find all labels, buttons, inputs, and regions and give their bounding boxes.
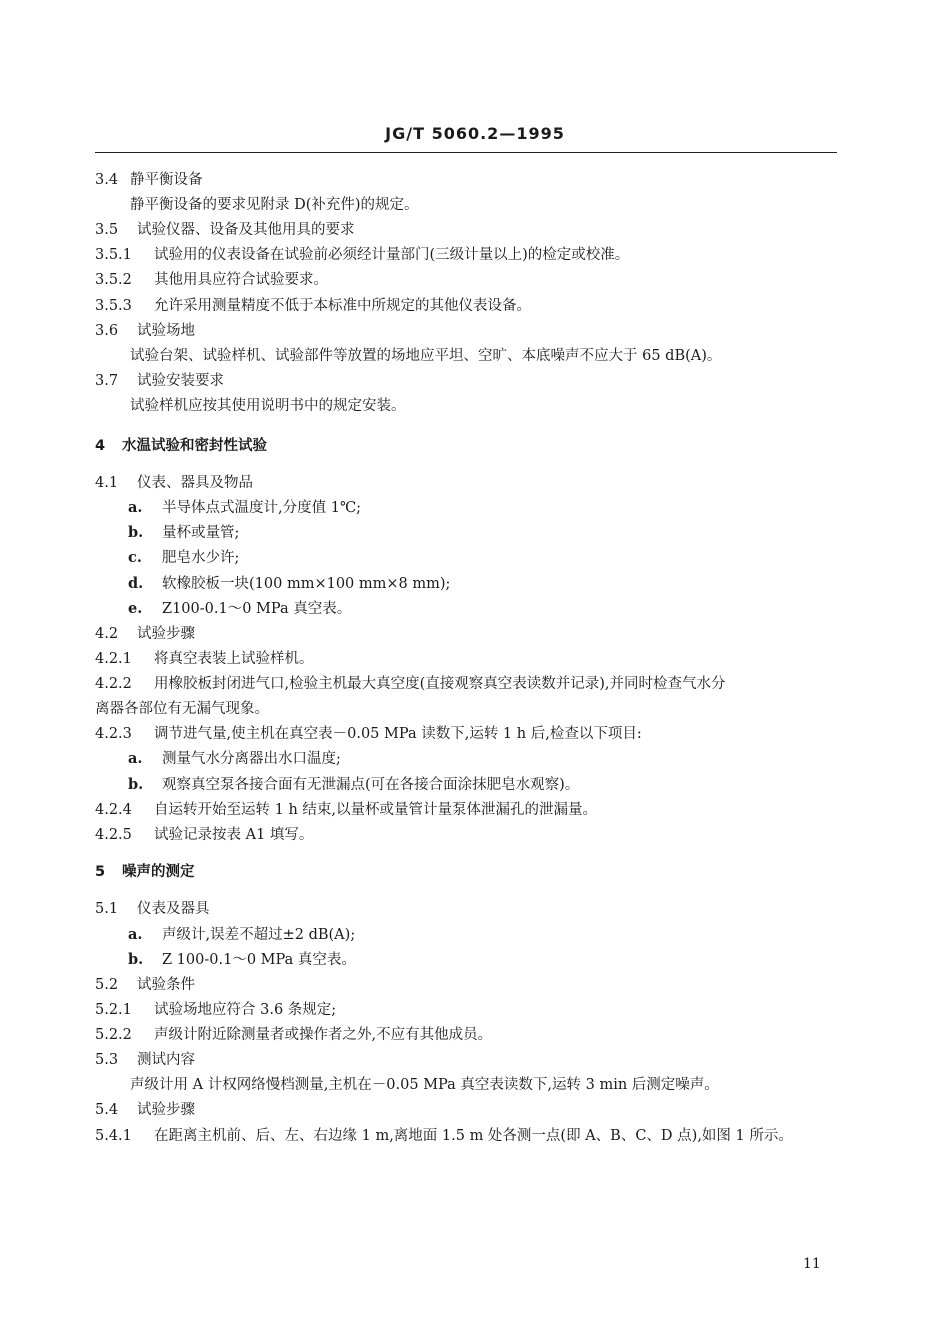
clause-text: 声级计附近除测量者或操作者之外,不应有其他成员。 [154, 1027, 493, 1043]
clause-text: Z100-0.1～0 MPa 真空表。 [162, 601, 352, 617]
clause-number: 5.3 [95, 1052, 119, 1068]
clause-text: 声级计用 A 计权网络慢档测量,主机在－0.05 MPa 真空表读数下,运转 3 min 后测定噪声。 [130, 1077, 719, 1093]
clause-number: 4.2.3 [95, 726, 132, 742]
clause-number: 4 [95, 438, 106, 454]
clause-number: 5.2 [95, 977, 119, 993]
clause-number: 4.2.5 [95, 827, 132, 843]
list-marker: b. [128, 776, 144, 793]
clause-text: 试验仪器、设备及其他用具的要求 [137, 222, 355, 238]
clause-text: 量杯或量管; [162, 525, 240, 541]
clause-text: 试验步骤 [137, 626, 195, 642]
clause-number: 4.2.1 [95, 651, 132, 667]
clause-text: 试验用的仪表设备在试验前必须经计量部门(三级计量以上)的检定或校准。 [154, 247, 630, 263]
clause-number: 5 [95, 864, 106, 880]
clause-number: 3.5.2 [95, 272, 132, 288]
list-marker: a. [128, 926, 143, 943]
clause-number: 4.1 [95, 475, 119, 491]
clause-text: 试验安装要求 [137, 373, 224, 389]
clause-number: 4.2.2 [95, 676, 132, 692]
clause-number: 5.4 [95, 1102, 119, 1118]
clause-text: 试验样机应按其使用说明书中的规定安装。 [130, 398, 406, 414]
clause-text: 测试内容 [137, 1052, 195, 1068]
clause-text: 允许采用测量精度不低于本标准中所规定的其他仪表设备。 [154, 298, 531, 314]
clause-text: 将真空表装上试验样机。 [154, 651, 314, 667]
clause-number: 4.2.4 [95, 802, 132, 818]
clause-text: 静平衡设备的要求见附录 D(补充件)的规定。 [130, 197, 419, 213]
clause-text: Z 100-0.1～0 MPa 真空表。 [162, 952, 356, 968]
clause-text: 观察真空泵各接合面有无泄漏点(可在各接合面涂抹肥皂水观察)。 [162, 777, 580, 793]
clause-number: 5.2.2 [95, 1027, 132, 1043]
clause-number: 5.4.1 [95, 1128, 132, 1144]
clause-text: 用橡胶板封闭进气口,检验主机最大真空度(直接观察真空表读数并记录),并同时检查气水分 [154, 676, 726, 692]
list-marker: b. [128, 524, 144, 541]
clause-text: 其他用具应符合试验要求。 [154, 272, 328, 288]
clause-text: 调节进气量,使主机在真空表－0.05 MPa 读数下,运转 1 h 后,检查以下项目: [154, 726, 642, 742]
clause-number: 5.1 [95, 901, 119, 917]
clause-text: 噪声的测定 [122, 864, 195, 880]
clause-text: 静平衡设备 [130, 172, 203, 188]
list-marker: d. [128, 575, 144, 592]
clause-number: 3.5.3 [95, 298, 132, 314]
clause-text: 试验台架、试验样机、试验部件等放置的场地应平坦、空旷、本底噪声不应大于 65 dB(A)。 [130, 348, 722, 364]
document-header: JG/T 5060.2—1995 [385, 124, 565, 143]
clause-text: 试验场地 [137, 323, 195, 339]
clause-text: 半导体点式温度计,分度值 1℃; [162, 500, 362, 516]
clause-text: 在距离主机前、后、左、右边缘 1 m,离地面 1.5 m 处各测一点(即 A、B、C、D 点),如图 1 所示。 [154, 1128, 793, 1144]
clause-text: 离器各部位有无漏气现象。 [95, 701, 269, 717]
clause-text: 肥皂水少许; [162, 550, 240, 566]
clause-text: 自运转开始至运转 1 h 结束,以量杯或量管计量泵体泄漏孔的泄漏量。 [154, 802, 597, 818]
clause-number: 3.4 [95, 172, 119, 188]
clause-text: 试验步骤 [137, 1102, 195, 1118]
header-rule [95, 152, 837, 153]
clause-text: 仪表及器具 [137, 901, 210, 917]
clause-text: 声级计,误差不超过±2 dB(A); [162, 927, 356, 943]
list-marker: e. [128, 600, 143, 617]
clause-number: 3.5 [95, 222, 119, 238]
clause-text: 仪表、器具及物品 [137, 475, 253, 491]
clause-number: 3.6 [95, 323, 119, 339]
clause-number: 3.5.1 [95, 247, 132, 263]
clause-text: 试验条件 [137, 977, 195, 993]
page-number: 11 [803, 1256, 821, 1272]
clause-number: 3.7 [95, 373, 119, 389]
list-marker: a. [128, 499, 143, 516]
clause-text: 水温试验和密封性试验 [122, 438, 267, 454]
list-marker: a. [128, 750, 143, 767]
clause-text: 测量气水分离器出水口温度; [162, 751, 341, 767]
list-marker: b. [128, 951, 144, 968]
clause-number: 5.2.1 [95, 1002, 132, 1018]
clause-text: 软橡胶板一块(100 mm×100 mm×8 mm); [162, 576, 451, 592]
clause-number: 4.2 [95, 626, 119, 642]
list-marker: c. [128, 549, 142, 566]
clause-text: 试验记录按表 A1 填写。 [154, 827, 314, 843]
clause-text: 试验场地应符合 3.6 条规定; [154, 1002, 337, 1018]
